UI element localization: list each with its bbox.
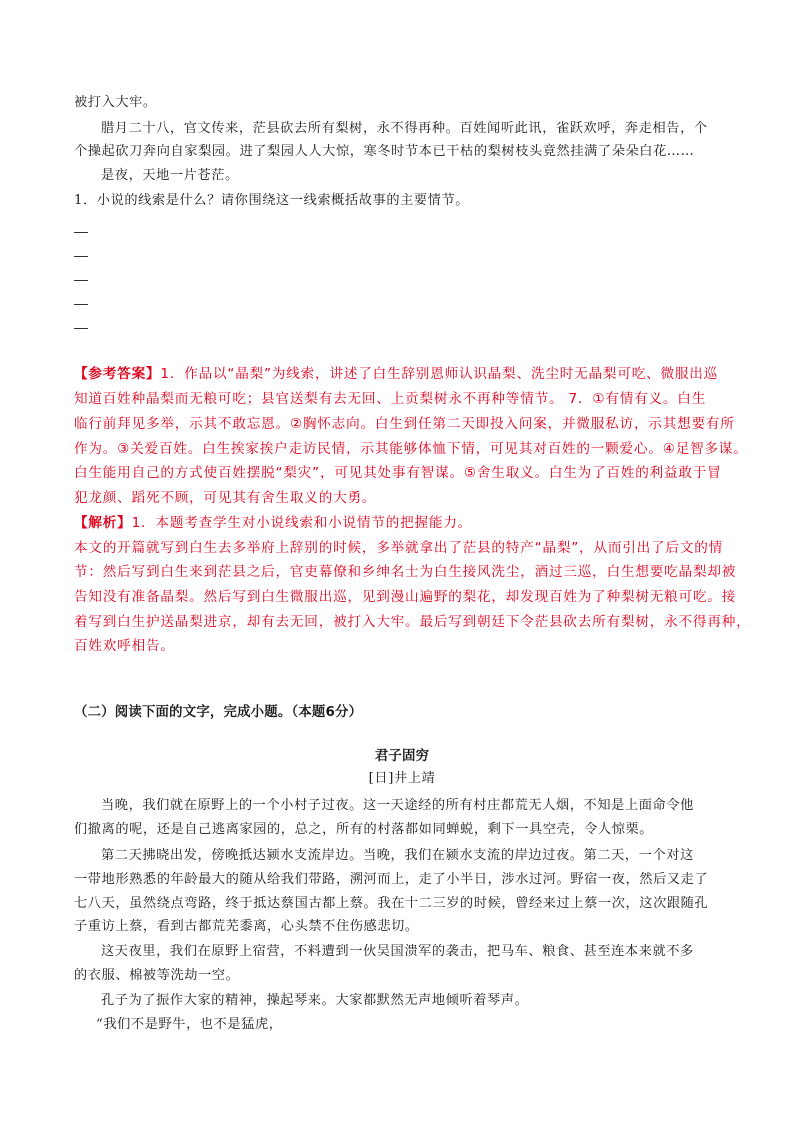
passage-line: 七八天，虽然绕点弯路，终于抵达蔡国古都上蔡。我在十二三岁的时候，曾经来过上蔡一次，这次跟随孔 bbox=[74, 896, 709, 911]
answer-blank-line[interactable] bbox=[74, 304, 88, 305]
answer-blank-line[interactable] bbox=[74, 328, 88, 329]
answer-blank-line[interactable] bbox=[74, 232, 88, 233]
analysis-line: 本文的开篇就写到白生去多举府上辞别的时候，多举就拿出了茫县的特产“晶梨”，从而引出了后文的情 bbox=[74, 540, 724, 556]
answer-text: 1．作品以“晶梨”为线索，讲述了白生辞别恩师认识晶梨、洗尘时无晶梨可吃、微服出巡 bbox=[160, 366, 719, 382]
passage-line: 这天夜里，我们在原野上宿营，不料遭到一伙吴国溃军的袭击，把马车、粮食、甚至连本来就不多 bbox=[101, 944, 694, 959]
answer-label: 【参考答案】 bbox=[74, 366, 161, 382]
answer-blank-line[interactable] bbox=[74, 280, 88, 281]
answer-line: 白生能用自己的方式使百姓摆脱“梨灾”，可见其处事有智谋。⑤舍生取义。白生为了百姓的利益敢于冒 bbox=[74, 465, 722, 481]
analysis-line: 着写到白生护送晶梨进京，却有去无回，被打入大牢。最后写到朝廷下令茫县砍去所有梨树，永不得再种， bbox=[74, 614, 751, 630]
answer-blank-line[interactable] bbox=[74, 256, 88, 257]
passage-author: [日]井上靖 bbox=[368, 771, 436, 786]
passage-line: 孔子为了振作大家的精神，操起琴来。大家都默然无声地倾听着琴声。 bbox=[101, 993, 529, 1008]
passage-line: 一带地形熟悉的年龄最大的随从给我们带路，溯河而上，走了小半日，涉水过河。野宿一夜，然后又走了 bbox=[74, 872, 709, 887]
analysis-text: 1．本题考查学生对小说线索和小说情节的把握能力。 bbox=[131, 515, 473, 531]
answer-line: 犯龙颜、蹈死不顾，可见其有舍生取义的大勇。 bbox=[74, 490, 377, 506]
answer-line: 知道百姓种晶梨而无粮可吃；县官送梨有去无回、上贡梨树永不再种等情节。 7．①有情有义。白生 bbox=[74, 391, 707, 407]
passage-line: 子重访上蔡，看到古都荒芜黍离，心头禁不住伤感悲切。 bbox=[74, 919, 419, 934]
answer-line: 作为。③关爱百姓。白生挨家挨户走访民情，示其能够体恤下情，可见其对百姓的一颗爱心。④足智多谋。 bbox=[74, 441, 748, 457]
analysis-label: 【解析】 bbox=[74, 515, 132, 531]
story-paragraph-line: 是夜，天地一片苍茫。 bbox=[101, 168, 239, 183]
answer-line bbox=[74, 363, 730, 385]
passage-title: 君子固穷 bbox=[374, 748, 430, 764]
passage-line: 当晚，我们就在原野上的一个小村子过夜。这一天途经的所有村庄都荒无人烟，不知是上面命令他 bbox=[101, 798, 694, 813]
story-paragraph-end: 被打入大牢。 bbox=[74, 95, 157, 110]
story-paragraph-line: 腊月二十八，官文传来，茫县砍去所有梨树，永不得再种。百姓闻听此讯，雀跃欢呼，奔走相告，个 bbox=[101, 121, 708, 136]
passage-line: 的衣服、棉被等洗劫一空。 bbox=[74, 968, 240, 983]
analysis-line: 告知没有准备晶梨。然后写到白生微服出巡，见到漫山遍野的梨花，却发现百姓为了种梨树无粮可吃。接 bbox=[74, 589, 737, 605]
passage-line: 第二天拂晓出发，傍晚抵达颍水支流岸边。当晚，我们在颍水支流的岸边过夜。第二天，一个对这 bbox=[101, 848, 694, 863]
story-paragraph-line: 个操起砍刀奔向自家梨园。进了梨园人人大惊，寒冬时节本已干枯的梨树枝头竟然挂满了朵朵白花…… bbox=[74, 144, 695, 159]
section-heading: （二）阅读下面的文字，完成小题。（本题6分） bbox=[74, 705, 363, 720]
passage-line: “我们不是野牛，也不是猛虎， bbox=[96, 1017, 283, 1032]
answer-line: 临行前拜见多举，示其不敢忘恩。②胸怀志向。白生到任第二天即投入问案，并微服私访，示其想要有所 bbox=[74, 416, 735, 432]
analysis-line: 百姓欢呼相告。 bbox=[74, 638, 175, 654]
analysis-line: 节：然后写到白生来到茫县之后，官吏幕僚和乡绅名士为白生接风洗尘，酒过三巡，白生想要吃晶梨却被 bbox=[74, 564, 737, 580]
passage-line: 们撤离的呢，还是自己逃离家园的，总之，所有的村落都如同蝉蜕，剩下一具空壳，令人惊栗。 bbox=[74, 822, 654, 837]
question-text: 1．小说的线索是什么？请你围绕这一线索概括故事的主要情节。 bbox=[74, 193, 470, 208]
analysis-line bbox=[74, 512, 730, 534]
